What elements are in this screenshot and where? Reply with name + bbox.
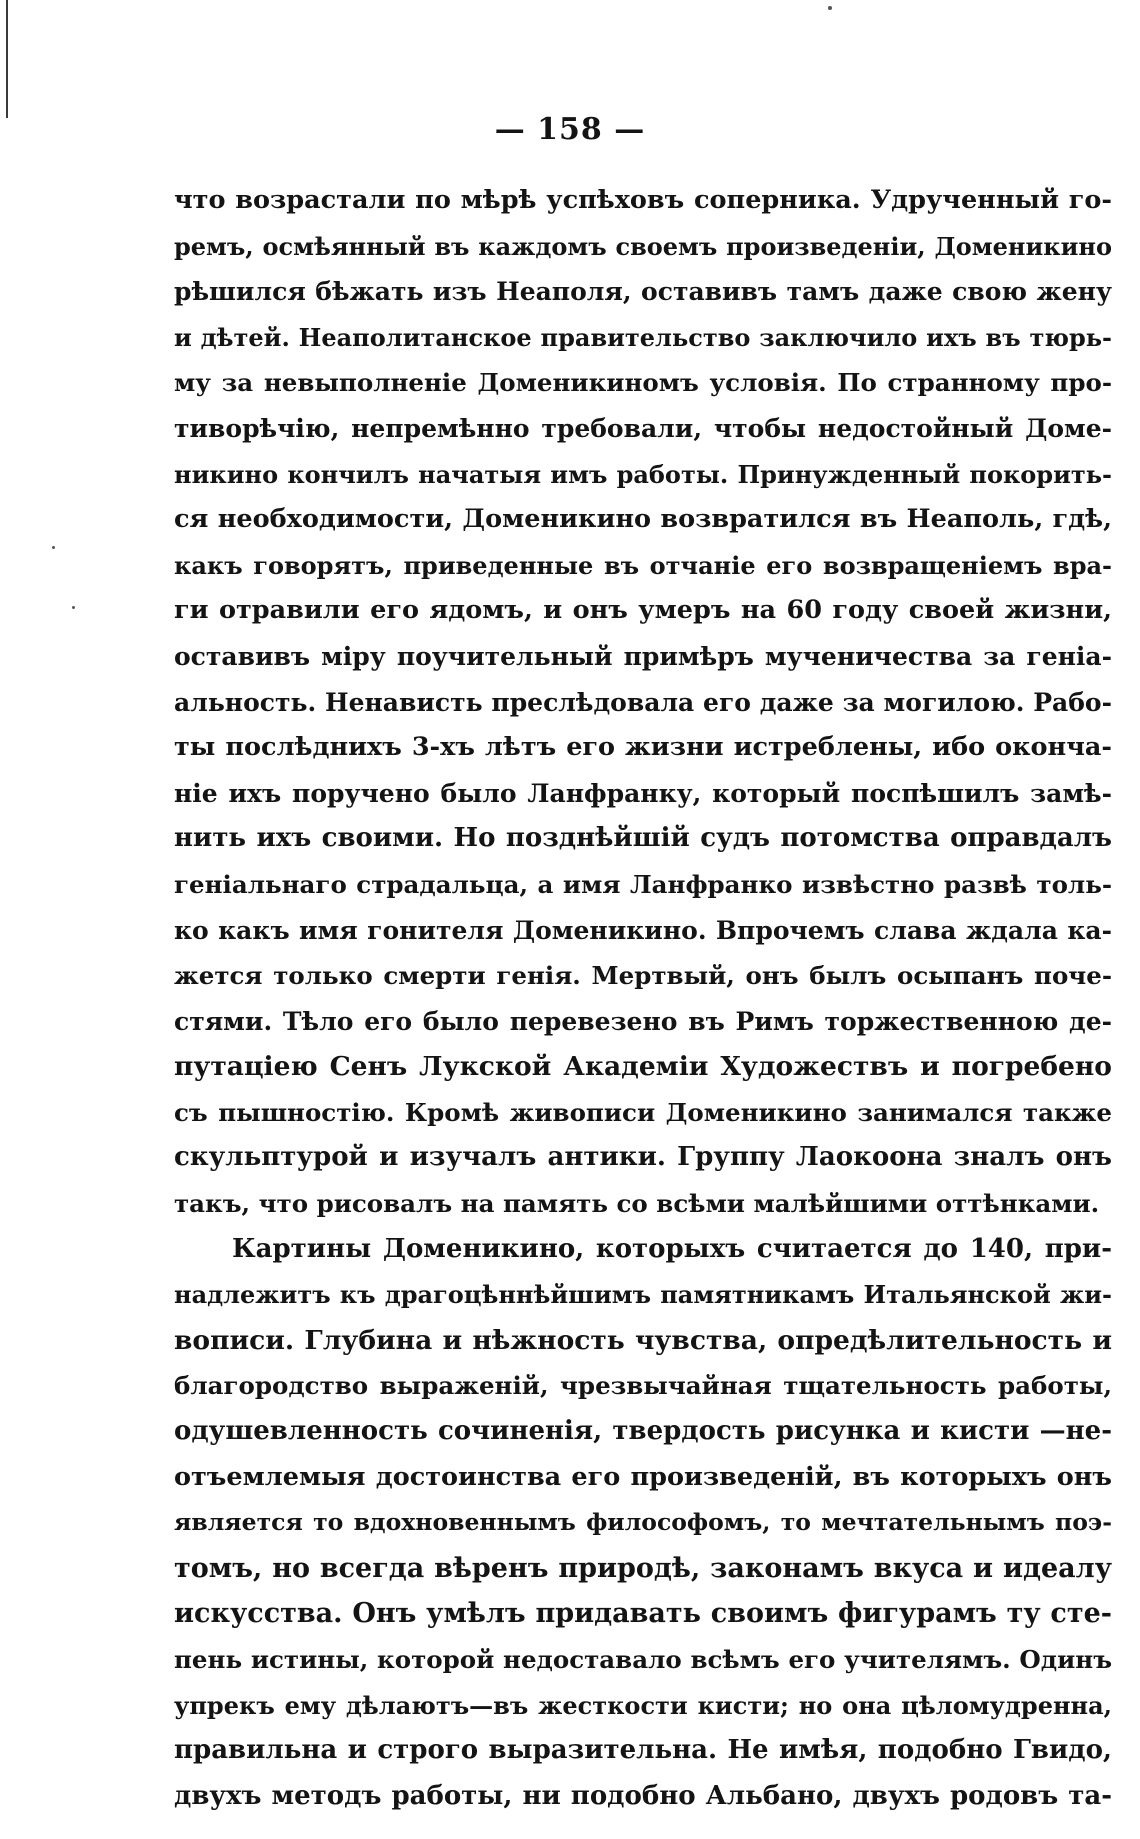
scan-speck	[828, 6, 832, 10]
text-line: искусства. Онъ умѣлъ придавать своимъ фигурамъ ту сте-	[174, 1598, 1112, 1630]
text-line: скульптурой и изучалъ антики. Группу Лаокоона зналъ онъ	[174, 1142, 1112, 1173]
text-line: тиворѣчію, непремѣнно требовали, чтобы недостойный Доме-	[174, 413, 1112, 443]
text-line: путаціею Сенъ Лукской Академіи Художествъ и погребено	[174, 1051, 1112, 1083]
body-text	[174, 178, 1112, 1819]
text-line: ги отравили его ядомъ, и онъ умеръ на 60 году своей жизни,	[174, 595, 1112, 626]
text-line: ніе ихъ поручено было Ланфранку, который поспѣшилъ замѣ-	[174, 778, 1112, 808]
paragraph	[174, 1227, 1112, 1820]
text-line: томъ, но всегда вѣренъ природѣ, законамъ вкуса и идеалу	[174, 1552, 1112, 1584]
text-line: ся необходимости, Доменикино возвратился въ Неаполь, гдѣ,	[174, 504, 1112, 535]
text-line: никино кончилъ начатыя имъ работы. Принужденный покорить-	[174, 459, 1112, 489]
text-line: альность. Ненависть преслѣдовала его даже за могилою. Рабо-	[174, 687, 1112, 717]
text-line: нить ихъ своими. Но позднѣйшій судъ потомства оправдалъ	[174, 823, 1112, 854]
text-line: ремъ, осмѣянный въ каждомъ своемъ произведеніи, Доменикино	[174, 231, 1112, 261]
text-line: упрекъ ему дѣлаютъ—въ жесткости кисти; но она цѣломудренна,	[174, 1690, 1112, 1720]
text-line: Картины Доменикино, которыхъ считается до 140, при-	[232, 1233, 1112, 1264]
text-line: геніальнаго страдальца, а имя Ланфранко извѣстно развѣ толь-	[174, 869, 1112, 899]
text-line: жется только смерти генія. Мертвый, онъ былъ осыпанъ поче-	[174, 961, 1112, 991]
scan-speck	[52, 546, 55, 549]
text-line: какъ говорятъ, приведенные въ отчаніе его возвращеніемъ вра-	[174, 550, 1112, 580]
paragraph	[174, 178, 1112, 1227]
text-line: правильна и строго выразительна. Не имѣя, подобно Гвидо,	[174, 1735, 1112, 1766]
text-line: рѣшился бѣжать изъ Неаполя, оставивъ тамъ даже свою жену	[174, 277, 1112, 307]
page-number: — 158 —	[494, 112, 646, 147]
text-line: оставивъ міру поучительный примѣръ мученичества за геніа-	[174, 641, 1112, 671]
text-line: благородство выраженій, чрезвычайная тщательность работы,	[174, 1371, 1112, 1401]
text-line: вописи. Глубина и нѣжность чувства, опредѣлительность и	[174, 1324, 1112, 1356]
text-line: является то вдохновеннымъ философомъ, то мечтательнымъ поэ-	[174, 1508, 1112, 1537]
text-line: надлежитъ къ драгоцѣннѣйшимъ памятникамъ Итальянской жи-	[174, 1280, 1112, 1310]
scan-speck	[72, 606, 75, 609]
text-line: двухъ методъ работы, ни подобно Альбано, двухъ родовъ та-	[174, 1780, 1112, 1811]
text-line: такъ, что рисовалъ на память со всѣми малѣйшими оттѣнками.	[174, 1189, 1100, 1219]
text-line: одушевленность сочиненія, твердость рисунка и кисти —не-	[174, 1416, 1112, 1447]
text-line: ты послѣднихъ 3-хъ лѣтъ его жизни истреблены, ибо оконча-	[174, 732, 1112, 763]
text-line: стями. Тѣло его было перевезено въ Римъ торжественною де-	[174, 1006, 1112, 1036]
text-line: и дѣтей. Неаполитанское правительство заключило ихъ въ тюрь-	[174, 322, 1112, 352]
scan-edge-line	[6, 0, 8, 118]
text-line: что возрастали по мѣрѣ успѣховъ соперника. Удрученный го-	[174, 185, 1112, 215]
text-line: съ пышностію. Кромѣ живописи Доменикино занимался также	[174, 1097, 1112, 1127]
text-line: ко какъ имя гонителя Доменикино. Впрочемъ слава ждала ка-	[174, 915, 1112, 945]
text-line: му за невыполненіе Доменикиномъ условія. По странному про-	[174, 368, 1112, 398]
text-line: пень истины, которой недоставало всѣмъ его учителямъ. Одинъ	[174, 1645, 1112, 1674]
text-line: отъемлемыя достоинства его произведеній, въ которыхъ онъ	[174, 1461, 1112, 1492]
